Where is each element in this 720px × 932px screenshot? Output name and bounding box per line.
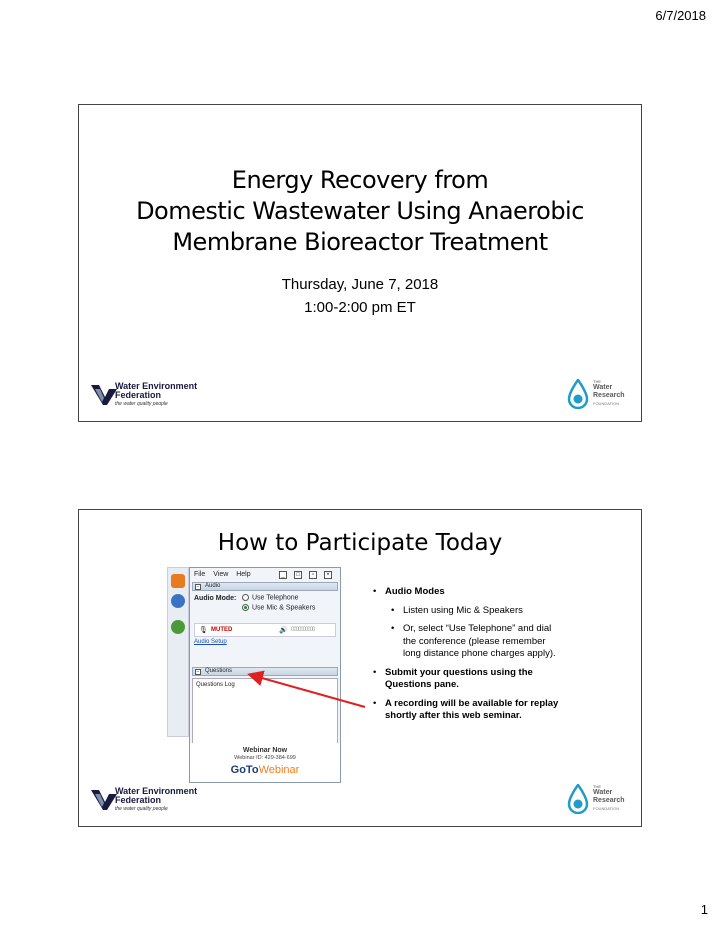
screen-icon[interactable] [171, 594, 185, 608]
close-icon[interactable]: × [324, 571, 332, 579]
gotowebinar-logo [190, 764, 340, 776]
questions-log[interactable] [192, 678, 338, 744]
questions-section-header[interactable] [192, 667, 338, 676]
radio-on-icon[interactable] [242, 604, 249, 611]
instruction-bullets [371, 586, 561, 729]
page-number: 1 [700, 902, 708, 917]
audio-setup-link[interactable]: Audio Setup [194, 639, 227, 645]
questions-section-label: Questions [205, 668, 233, 674]
slide-title [79, 165, 641, 258]
wef-logo [91, 381, 198, 409]
menu-view[interactable]: View [213, 571, 229, 578]
mic-status-row [194, 623, 336, 637]
speaker-icon: 🔊 [279, 627, 288, 634]
wrf-logo [567, 377, 629, 413]
muted-status: MUTED [211, 627, 233, 633]
brand-webinar: Webinar [258, 764, 300, 776]
minimize-icon[interactable]: _ [279, 571, 287, 579]
wrf-line-1: Water [593, 789, 613, 796]
bullet-audio-modes: • Audio Modes [371, 586, 561, 599]
gtw-side-strip [167, 567, 189, 737]
wef-line-2: Federation [115, 390, 162, 400]
menu-file[interactable]: File [194, 571, 206, 578]
title-line-1: Energy Recovery from [231, 166, 489, 194]
wrf-logo [567, 782, 629, 818]
wef-tagline: the water quality people [115, 806, 168, 812]
wrf-the: THE [593, 379, 601, 384]
use-mic-option[interactable] [242, 604, 315, 611]
hand-icon[interactable] [171, 620, 185, 634]
menu-help[interactable]: Help [236, 571, 251, 578]
slide-subtitle [79, 273, 641, 319]
use-telephone-label: Use Telephone [252, 594, 299, 602]
page-date: 6/7/2018 [655, 8, 706, 23]
wef-wave-icon [91, 383, 117, 405]
questions-log-label: Questions Log [196, 682, 235, 688]
webinar-footer [189, 743, 341, 783]
collapse-icon[interactable]: − [196, 669, 200, 675]
wrf-the: THE [593, 784, 601, 789]
bullet-questions: • Submit your questions using the Questions pane. [371, 667, 561, 692]
audio-mode-label: Audio Mode: [194, 595, 237, 602]
water-drop-icon [567, 784, 589, 814]
wef-line-1: Water Environment [115, 786, 198, 796]
wrf-line-1: Water [593, 384, 613, 391]
title-slide [78, 104, 642, 422]
slide-title: How to Participate Today [217, 530, 503, 556]
wef-logo [91, 786, 198, 814]
webinar-now-title: Webinar Now [242, 747, 288, 754]
bullet-telephone: • Or, select “Use Telephone” and dial the conference (please remember long distance phone charges apply). [371, 623, 561, 661]
event-time: 1:00-2:00 pm ET [304, 299, 416, 316]
collapse-icon[interactable]: − [196, 584, 200, 590]
menu-bar [194, 571, 338, 581]
event-date: Thursday, June 7, 2018 [281, 276, 439, 293]
restore-icon[interactable]: □ [294, 571, 302, 579]
audio-level-meter: 0000000000 [291, 627, 315, 633]
webinar-id: Webinar ID: 429-384-699 [234, 755, 296, 761]
use-mic-label: Use Mic & Speakers [252, 604, 316, 612]
water-drop-icon [567, 379, 589, 409]
wef-line-2: Federation [115, 795, 162, 805]
bullet-recording: • A recording will be available for replay shortly after this web seminar. [371, 698, 561, 723]
wef-line-1: Water Environment [115, 381, 198, 391]
title-line-2: Domestic Wastewater Using Anaerobic [136, 197, 584, 225]
use-telephone-option[interactable] [242, 594, 299, 601]
wrf-line-3: FOUNDATION [593, 401, 620, 406]
window-controls [278, 571, 338, 579]
brand-goto: GoTo [230, 764, 259, 776]
wef-wave-icon [91, 788, 117, 810]
microphone-icon[interactable]: 🎙 [199, 627, 208, 634]
wrf-line-2: Research [593, 797, 625, 804]
title-line-3: Membrane Bioreactor Treatment [172, 228, 548, 256]
audio-section-label: Audio [205, 583, 221, 589]
popout-icon[interactable]: ▫ [309, 571, 317, 579]
radio-off-icon[interactable] [242, 594, 249, 601]
wef-tagline: the water quality people [115, 401, 168, 407]
arrow-tab-icon[interactable] [171, 574, 185, 588]
bullet-listen: • Listen using Mic & Speakers [371, 605, 561, 618]
participation-slide [78, 509, 642, 827]
wrf-line-2: Research [593, 392, 625, 399]
wrf-line-3: FOUNDATION [593, 806, 620, 811]
audio-section-header[interactable] [192, 582, 338, 591]
